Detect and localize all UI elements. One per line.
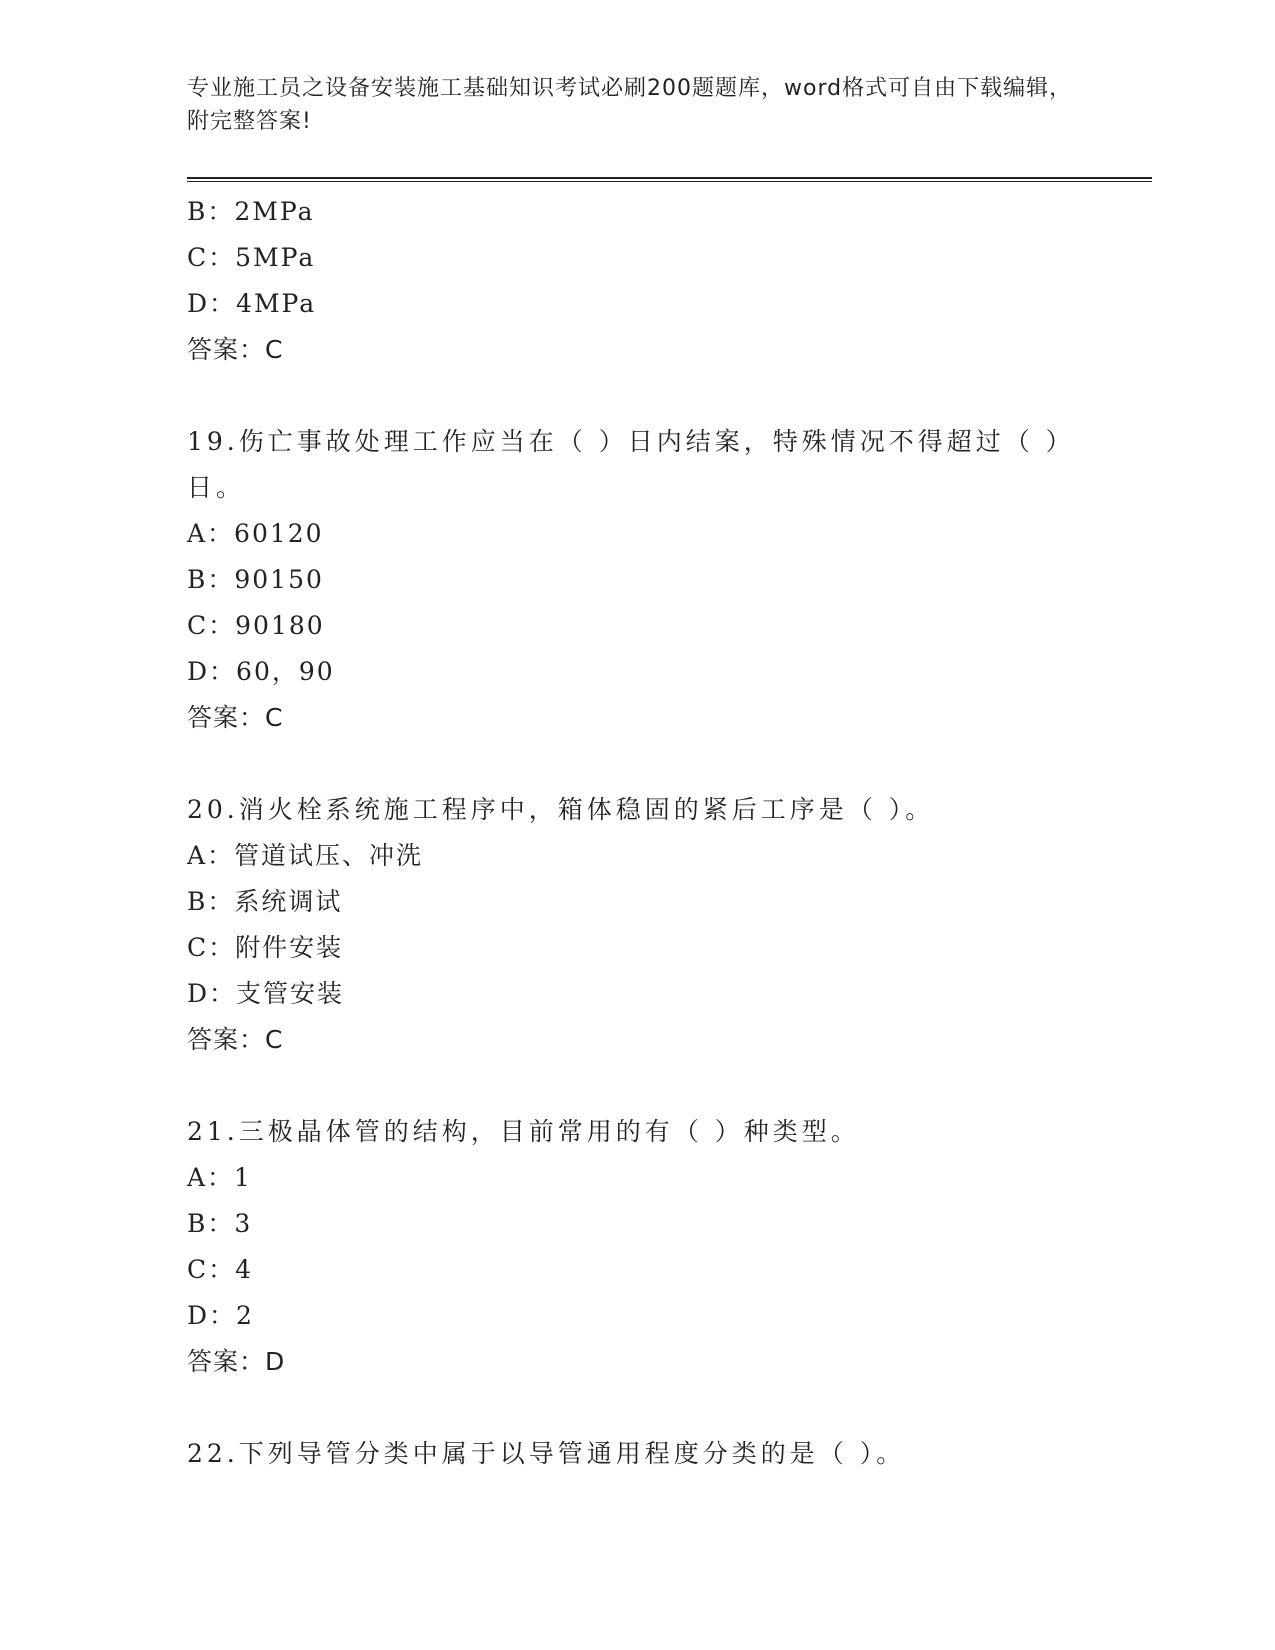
- spacer: [187, 373, 1087, 419]
- option-a: A：管道试压、冲洗: [187, 841, 424, 870]
- option-b: B：90150: [187, 565, 324, 594]
- question-text: 20.消火栓系统施工程序中，箱体稳固的紧后工序是（ ）。: [187, 795, 935, 824]
- spacer: [187, 1385, 1087, 1431]
- question-block: [187, 787, 1087, 1063]
- question-block: [187, 419, 1087, 741]
- header-divider: [187, 177, 1152, 182]
- option-d: D：4MPa: [187, 289, 317, 318]
- question-continuation: [187, 189, 1087, 373]
- option-d: D：2: [187, 1301, 254, 1330]
- option-b: B：2MPa: [187, 197, 315, 226]
- answer-line: 答案：C: [187, 335, 284, 364]
- page-header-title: 专业施工员之设备安装施工基础知识考试必刷200题题库，word格式可自由下载编辑，附完整答案!: [187, 76, 1073, 134]
- question-list: [187, 189, 1087, 1477]
- question-block: [187, 1431, 1087, 1477]
- spacer: [187, 1063, 1087, 1109]
- option-a: A：60120: [187, 519, 324, 548]
- answer-line: 答案：C: [187, 1025, 284, 1054]
- option-b: B：系统调试: [187, 887, 343, 916]
- spacer: [187, 741, 1087, 787]
- option-b: B：3: [187, 1209, 253, 1238]
- option-c: C：90180: [187, 611, 325, 640]
- option-c: C：4: [187, 1255, 254, 1284]
- answer-line: 答案：C: [187, 703, 284, 732]
- answer-line: 答案：D: [187, 1347, 286, 1376]
- question-block: [187, 1109, 1087, 1385]
- option-a: A：1: [187, 1163, 252, 1192]
- option-c: C：5MPa: [187, 243, 316, 272]
- option-d: D：支管安装: [187, 979, 345, 1008]
- question-text: 21.三极晶体管的结构，目前常用的有（ ）种类型。: [187, 1117, 860, 1146]
- question-text: 22.下列导管分类中属于以导管通用程度分类的是（ ）。: [187, 1439, 906, 1468]
- option-c: C：附件安装: [187, 933, 344, 962]
- question-text: 19.伤亡事故处理工作应当在（ ）日内结案，特殊情况不得超过（ ）日。: [187, 427, 1063, 502]
- option-d: D：60，90: [187, 657, 335, 686]
